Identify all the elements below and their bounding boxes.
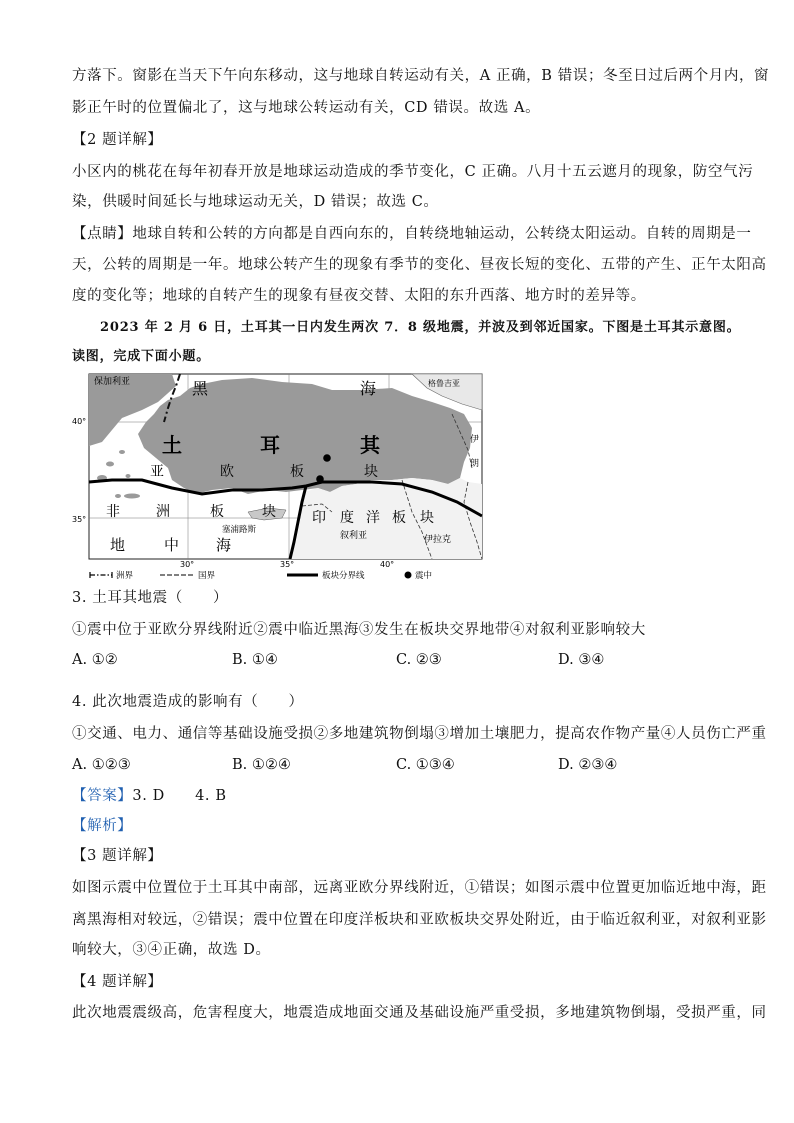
- text-line: 方落下。窗影在当天下午向东移动，这与地球自转运动有关，A 正确，B 错误；冬至日过后两个月内，窗: [72, 68, 770, 84]
- label-turkey: 土: [162, 433, 182, 457]
- q3-option-b: B. ①④: [232, 652, 278, 668]
- legend-plate-boundary: 板块分界线: [322, 571, 365, 581]
- q3-option-c: C. ②③: [396, 652, 442, 668]
- legend-epicenter-symbol: [405, 572, 412, 579]
- answer-text: 3. D 4. B: [132, 788, 227, 804]
- label-indian-plate: 洋: [366, 510, 380, 526]
- label-lat-35: 35°: [72, 515, 87, 524]
- analysis-label: 【解析】: [72, 818, 133, 834]
- label-lon-35: 35°: [280, 560, 295, 569]
- label-african-plate: 板: [210, 504, 224, 520]
- q4-option-b: B. ①②④: [232, 757, 291, 773]
- text-line: 【点睛】地球自转和公转的方向都是自西向东的，自转绕地轴运动，公转绕太阳运动。自转的周期是一: [72, 226, 752, 242]
- epicenter-dot: [323, 454, 331, 462]
- label-african-plate: 块: [262, 504, 276, 520]
- label-mediterranean: 中: [164, 536, 180, 554]
- answer-label: 【答案】: [72, 788, 133, 804]
- section-heading: 【2 题详解】: [72, 132, 163, 148]
- section-heading: 【4 题详解】: [72, 974, 163, 990]
- epicenter-dot: [316, 475, 324, 483]
- label-indian-plate: 印: [312, 510, 326, 526]
- label-bulgaria: 保加利亚: [94, 377, 131, 387]
- text-line: 此次地震震级高，危害程度大，地震造成地面交通及基础设施严重受损，多地建筑物倒塌，受损严重，同: [72, 1005, 767, 1021]
- label-black-sea: 黑: [192, 379, 209, 398]
- text-line: 响较大，③④正确，故选 D。: [72, 942, 271, 958]
- label-eurasian-plate: 块: [364, 464, 378, 480]
- label-sea: 海: [360, 379, 377, 398]
- legend-continent-border: 洲界: [116, 571, 134, 581]
- label-indian-plate: 度: [340, 510, 354, 526]
- question-intro: 读图，完成下面小题。: [72, 349, 211, 364]
- label-african-plate: 洲: [156, 504, 170, 520]
- label-georgia: 格鲁吉亚: [428, 379, 460, 388]
- label-lon-40: 40°: [380, 560, 395, 569]
- q4-option-c: C. ①③④: [396, 757, 455, 773]
- label-mediterranean: 海: [216, 536, 232, 554]
- map-legend: [90, 570, 432, 581]
- label-african-plate: 非: [106, 504, 120, 520]
- answer-row: [72, 786, 227, 806]
- q3-option-d: D. ③④: [558, 652, 605, 668]
- label-indian-plate: 板: [392, 510, 406, 526]
- label-lon-30: 30°: [180, 560, 195, 569]
- label-iran: 朗: [470, 459, 480, 469]
- label-turkey: 耳: [260, 433, 280, 457]
- label-eurasian-plate: 亚: [150, 464, 164, 480]
- legend-continent-border-symbol: [90, 572, 112, 578]
- label-syria: 叙利亚: [340, 531, 368, 541]
- label-eurasian-plate: 板: [290, 464, 304, 480]
- q3-option-a: A. ①②: [72, 652, 118, 668]
- text-line: 小区内的桃花在每年初春开放是地球运动造成的季节变化，C 正确。八月十五云遮月的现象，防空气污: [72, 164, 754, 180]
- legend-national-border: 国界: [198, 571, 216, 581]
- question-3-stem: 3. 土耳其地震（ ）: [72, 590, 229, 606]
- label-iraq: 伊拉克: [424, 535, 452, 545]
- section-heading: 【3 题详解】: [72, 848, 163, 864]
- label-turkey: 其: [360, 433, 380, 457]
- text-line: 离黑海相对较远，②错误；震中位置在印度洋板块和亚欧板块交界处附近，由于临近叙利亚，对叙利亚影: [72, 912, 767, 928]
- q4-option-d: D. ②③④: [558, 757, 618, 773]
- question-3-statements: ①震中位于亚欧分界线附近②震中临近黑海③发生在板块交界地带④对叙利亚影响较大: [72, 622, 646, 638]
- legend-epicenter: 震中: [415, 571, 433, 581]
- label-lat-40: 40°: [72, 417, 87, 426]
- label-eurasian-plate: 欧: [220, 464, 234, 480]
- turkey-map: [72, 372, 492, 582]
- text-line: 如图示震中位置位于土耳其中南部，远离亚欧分界线附近，①错误；如图示震中位置更加临近地中海，距: [72, 880, 767, 896]
- label-cyprus: 塞浦路斯: [222, 525, 257, 535]
- question-intro: 2023 年 2 月 6 日，土耳其一日内发生两次 7．8 级地震，并波及到邻近国家。下图是土耳其示意图。: [100, 320, 741, 335]
- question-4-stem: 4. 此次地震造成的影响有（ ）: [72, 694, 304, 710]
- label-indian-plate: 块: [420, 510, 434, 526]
- question-4-statements: ①交通、电力、通信等基础设施受损②多地建筑物倒塌③增加土壤肥力，提高农作物产量④人员伤亡严重: [72, 726, 767, 742]
- text-line: 影正午时的位置偏北了，这与地球公转运动有关，CD 错误。故选 A。: [72, 100, 541, 116]
- text-line: 度的变化等；地球的自转产生的现象有昼夜交替、太阳的东升西落、地方时的差异等。: [72, 288, 646, 304]
- label-iran: 伊: [470, 435, 480, 445]
- q4-option-a: A. ①②③: [72, 757, 131, 773]
- text-line: 天，公转的周期是一年。地球公转产生的现象有季节的变化、昼夜长短的变化、五带的产生、正午太阳高: [72, 257, 767, 273]
- label-mediterranean: 地: [110, 536, 126, 554]
- text-line: 染，供暖时间延长与地球运动无关，D 错误；故选 C。: [72, 194, 439, 210]
